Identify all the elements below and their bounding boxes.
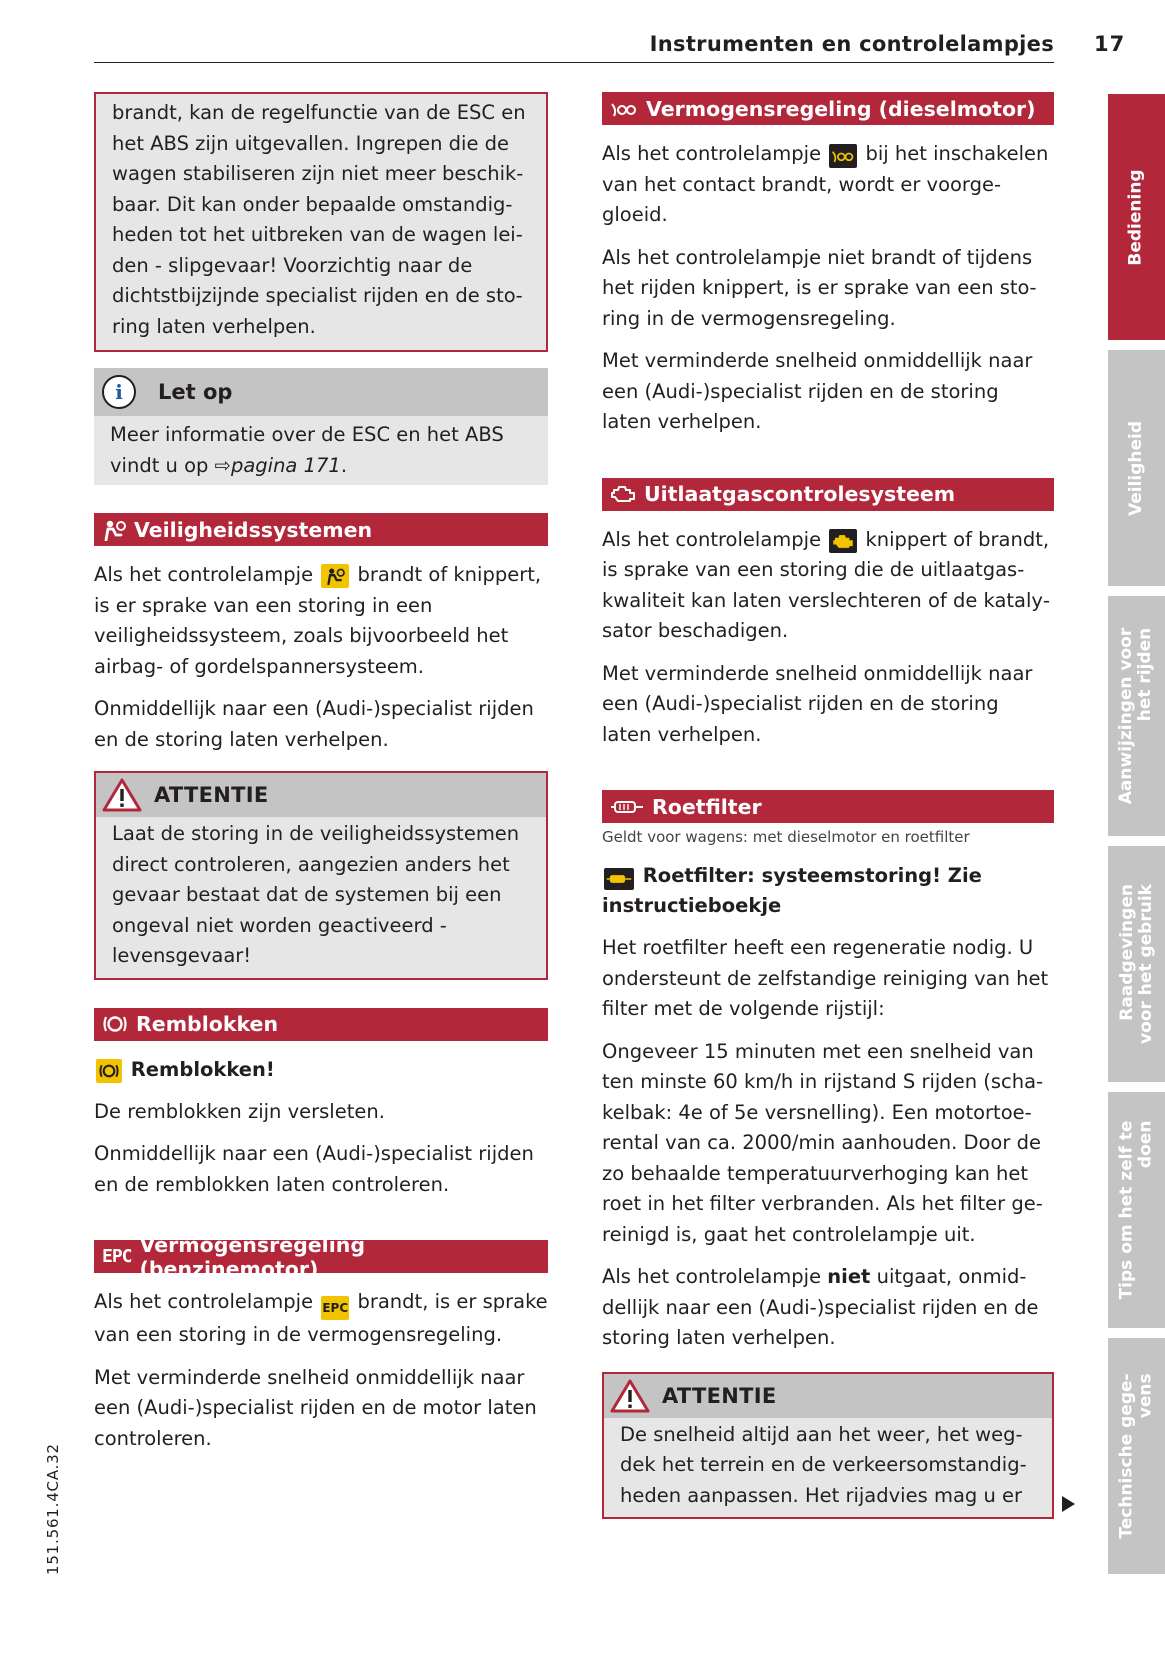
soot-heading: [602, 790, 1054, 823]
glow-plug-icon: [610, 100, 638, 118]
exhaust-heading-text: Uitlaatgascontrolesysteem: [644, 482, 956, 506]
soot-p3-end: uitgaat, onmiddellijk naar een (Audi-)specialist rijden en de storing laten verhelpen.: [602, 1265, 1039, 1349]
tab-label-line1: Veiligheid: [1126, 420, 1147, 516]
airbag-lamp-icon: [321, 564, 349, 588]
tab-raadgevingen[interactable]: [1108, 846, 1165, 1082]
tab-label-line1: Tips om het zelf te: [1116, 1120, 1137, 1300]
soot-heading-text: Roetfilter: [652, 794, 762, 819]
safety-p1-end: brandt of knippert, is er sprake van een storing in een veiligheidssysteem, zoals bijvoorbeeld het airbag- of gordelspannersysteem.: [94, 563, 542, 678]
soot-subheading: [602, 861, 1054, 921]
epc-paragraph-2: Met verminderde snelheid onmiddellijk naar een (Audi-)specialist rijden en de motor laten controleren.: [94, 1365, 537, 1450]
attention-text: De snelheid altijd aan het weer, het wegdek het terrein en de verkeersomstandigheden aanpassen. Het rijadvies mag u er: [620, 1422, 1027, 1507]
safety-paragraph-1: [94, 560, 548, 682]
glow-plug-lamp-icon: [829, 144, 857, 168]
continued-arrow-icon: [1062, 1496, 1075, 1512]
tab-label-line1: Bediening: [1126, 168, 1146, 266]
attention-title: ATTENTIE: [154, 783, 269, 807]
tab-label-line2: doen: [1135, 1120, 1156, 1169]
brakes-subheading: [94, 1055, 548, 1085]
info-icon: i: [102, 375, 136, 409]
tab-label: [1118, 884, 1156, 1044]
epc-paragraph-1: [94, 1287, 548, 1351]
particle-filter-lamp-icon: [604, 868, 634, 890]
page-reference-link[interactable]: pagina 171: [230, 453, 341, 477]
note-header: [94, 368, 548, 416]
tab-technische-gegevens[interactable]: [1108, 1338, 1165, 1574]
brakes-paragraph-2: Onmiddellijk naar een (Audi-)specialist rijden en de remblokken laten controleren.: [94, 1142, 534, 1196]
tab-veiligheid[interactable]: [1108, 350, 1165, 586]
diesel-paragraph-2: Als het controlelampje niet brandt of tijdens het rijden knippert, is er sprake van een storing in de vermogensregeling.: [602, 245, 1037, 330]
tab-aanwijzingen[interactable]: [1108, 596, 1165, 836]
arrow-right-icon: ⇨: [214, 453, 231, 477]
attention-title: ATTENTIE: [662, 1383, 777, 1408]
airbag-icon: [102, 519, 126, 541]
warning-continued-box: [94, 92, 548, 352]
epc-heading-text: Vermogensregeling (benzinemotor): [139, 1232, 366, 1281]
brake-pad-icon: [102, 1013, 128, 1035]
epc-p1-start: Als het controlelampje: [94, 1290, 320, 1313]
left-column: [94, 92, 548, 1466]
diesel-p1-start: Als het controlelampje: [602, 142, 828, 165]
safety-attention-box: [94, 771, 548, 980]
particle-filter-icon: [610, 798, 644, 816]
tab-label-line1: Aanwijzingen voor: [1116, 627, 1137, 805]
exhaust-paragraph-2: Met verminderde snelheid onmiddellijk naar een (Audi-)specialist rijden en de storing laten verhelpen.: [602, 661, 1033, 746]
diesel-paragraph-1: [602, 139, 1054, 231]
soot-p3-bold: niet: [827, 1265, 871, 1288]
exhaust-p1-end: knippert of brandt, is sprake van een storing die de uitlaatgaskwaliteit kan laten verslechteren of de katalysator beschadigen.: [602, 527, 1051, 642]
exhaust-paragraph-1: [602, 525, 1054, 647]
soot-subheading-text: Roetfilter: systeemstoring! Zie instructieboekje: [602, 864, 982, 917]
epc-lamp-icon: EPC: [321, 1296, 349, 1320]
note-title: Let op: [158, 380, 233, 404]
epc-label-icon: EPC: [102, 1246, 132, 1267]
safety-paragraph-2: Onmiddellijk naar een (Audi-)specialist rijden en de storing laten verhelpen.: [94, 697, 534, 751]
soot-paragraph-1: Het roetfilter heeft een regeneratie nodig. U ondersteunt de zelfstandige reiniging van het filter met de volgende rijstijl:: [602, 936, 1049, 1020]
attention-text: Laat de storing in de veiligheidssystemen direct controleren, aangezien anders het gevaar bestaat dat de systemen bij een ongeval niet worden geactiveerd - levensgevaar!: [112, 822, 520, 967]
soot-attention-box: [602, 1372, 1054, 1520]
page-number: 17: [1094, 32, 1126, 56]
document-code: 151.561.4CA.32: [44, 1443, 62, 1575]
attention-header: [604, 1374, 1052, 1418]
tab-label-line2: het rijden: [1135, 627, 1156, 722]
diesel-heading: [602, 92, 1054, 125]
epc-heading: [94, 1232, 548, 1281]
epc-p1-end: brandt, is er sprake van een storing in de vermogensregeling.: [94, 1290, 548, 1347]
safety-heading: [94, 513, 548, 546]
exhaust-heading: [602, 478, 1054, 511]
diesel-p1-end: bij het inschakelen van het contact brandt, wordt er voorgegloeid.: [602, 142, 1049, 226]
tab-label: [1118, 1373, 1156, 1538]
tab-label-line2: voor het gebruik: [1135, 884, 1156, 1044]
note-body: [94, 416, 548, 485]
soot-paragraph-3: [602, 1262, 1054, 1354]
tab-label: [1118, 1121, 1156, 1300]
safety-p1-start: Als het controlelampje: [94, 563, 320, 586]
tab-label: [1118, 628, 1156, 804]
diesel-paragraph-3: Met verminderde snelheid onmiddellijk naar een (Audi-)specialist rijden en de storing laten verhelpen.: [602, 349, 1033, 433]
brakes-heading-text: Remblokken: [136, 1012, 279, 1036]
tab-label-line1: Technische gege-: [1116, 1373, 1137, 1539]
warning-triangle-icon: [610, 1379, 650, 1413]
chapter-title: Instrumenten en controlelampjes: [649, 32, 1054, 56]
engine-lamp-icon: [829, 529, 857, 553]
brakes-paragraph-1: De remblokken zijn versleten.: [94, 1099, 385, 1123]
warning-continued-text: brandt, kan de regelfunctie van de ESC en het ABS zijn uitgevallen. Ingrepen die de wagen stabiliseren zijn niet meer beschikbaar. Dit kan onder bepaalde omstandigheden tot het uitbreken van de wagen leiden - slipgevaar! Voorzichtig naar de dichtstbijzijnde specialist rijden en de storing laten verhelpen.: [112, 101, 526, 338]
brakes-subheading-text: Remblokken!: [130, 1057, 275, 1081]
tab-label-line2: vens: [1135, 1373, 1156, 1419]
soot-p3-start: Als het controlelampje: [602, 1265, 828, 1288]
exhaust-p1-start: Als het controlelampje: [602, 527, 828, 551]
right-column: [602, 92, 1054, 1519]
warning-triangle-icon: [102, 778, 142, 812]
note-box: [94, 368, 548, 485]
note-text: Meer informatie over de ESC en het ABS vindt u op: [110, 423, 504, 477]
applies-to-note: Geldt voor wagens: met dieselmotor en roetfilter: [602, 828, 970, 846]
tab-label: [1127, 420, 1146, 515]
attention-header: [96, 773, 546, 817]
safety-heading-text: Veiligheidssystemen: [134, 517, 373, 542]
page-header: [94, 22, 1054, 63]
soot-paragraph-2: Ongeveer 15 minuten met een snelheid van ten minste 60 km/h in rijstand S rijden (schakelbak: 4e of 5e versnelling). Een motortoerental van ca. 2000/min aanhouden. Door de zo behaalde temperatuurverhoging kan het roet in het filter verbranden. Als het filter gereinigd is, gaat het controlelampje uit.: [602, 1039, 1044, 1246]
engine-icon: [610, 484, 636, 504]
brakes-heading: [94, 1008, 548, 1041]
brake-pad-lamp-icon: [96, 1059, 122, 1083]
diesel-heading-text: Vermogensregeling (dieselmotor): [646, 96, 1036, 121]
tab-tips[interactable]: [1108, 1092, 1165, 1328]
tab-label: [1127, 169, 1146, 265]
note-text-end: .: [340, 453, 348, 477]
tab-label-line1: Raadgevingen: [1116, 884, 1137, 1021]
tab-bediening[interactable]: [1108, 94, 1165, 340]
